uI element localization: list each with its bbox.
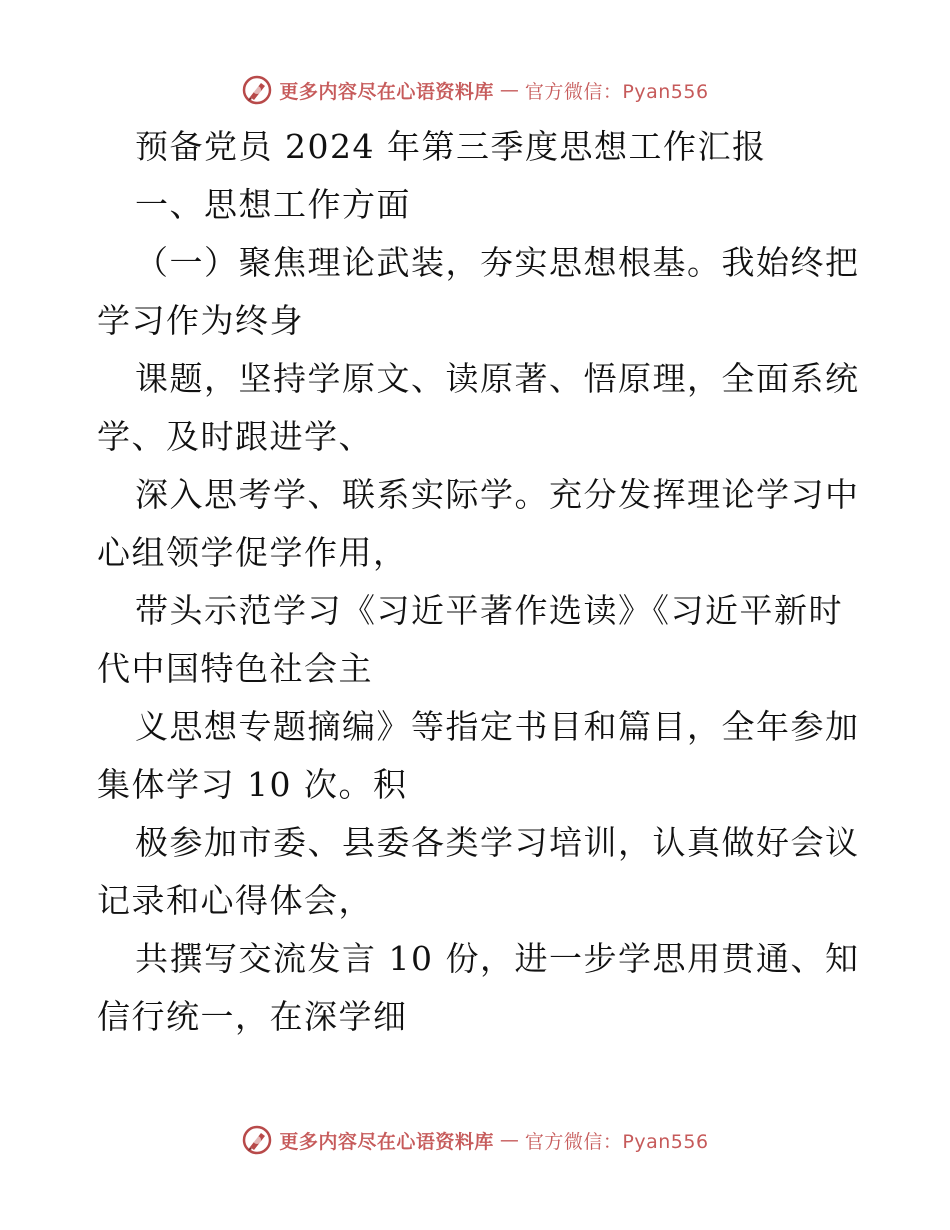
pen-quill-icon <box>241 1124 273 1156</box>
banner-main-text: 更多内容尽在心语资料库 <box>279 1130 494 1153</box>
text-line: 信行统一，在深学细 <box>97 997 408 1036</box>
text-line: 代中国特色社会主 <box>97 649 373 688</box>
pen-quill-icon <box>241 74 273 106</box>
banner-separator: — <box>499 79 519 101</box>
text-line: 共撰写交流发言 10 份，进一步学思用贯通、知 <box>135 939 860 978</box>
text-line: 带头示范学习《习近平著作选读》《习近平新时 <box>135 591 843 630</box>
text-line: （一）聚焦理论武装，夯实思想根基。我始终把 <box>135 243 860 282</box>
footer-banner-content <box>241 1124 708 1156</box>
paragraph <box>97 234 860 1046</box>
text-line: 集体学习 10 次。积 <box>97 765 408 804</box>
text-line: 义思想专题摘编》等指定书目和篇目，全年参加 <box>135 707 860 746</box>
text-line: 课题，坚持学原文、读原著、悟原理，全面系统 <box>135 359 860 398</box>
text-line: 心组领学促学作用， <box>97 533 408 572</box>
document-body <box>97 118 860 1046</box>
text-line: 学、及时跟进学、 <box>97 417 373 456</box>
banner-separator: — <box>499 1129 519 1151</box>
header-banner-content <box>241 74 708 106</box>
text-line: 深入思考学、联系实际学。充分发挥理论学习中 <box>135 475 860 514</box>
document-title: 预备党员 2024 年第三季度思想工作汇报 <box>135 127 767 166</box>
section-heading: 一、思想工作方面 <box>135 185 411 224</box>
banner-main-text: 更多内容尽在心语资料库 <box>279 80 494 103</box>
text-line: 记录和心得体会， <box>97 881 373 920</box>
banner-wechat-text: 官方微信：Pyan556 <box>524 1130 709 1153</box>
footer-banner <box>0 1120 950 1160</box>
text-line: 极参加市委、县委各类学习培训，认真做好会议 <box>135 823 860 862</box>
banner-wechat-text: 官方微信：Pyan556 <box>524 80 709 103</box>
text-line: 学习作为终身 <box>97 301 304 340</box>
header-banner <box>0 70 950 110</box>
